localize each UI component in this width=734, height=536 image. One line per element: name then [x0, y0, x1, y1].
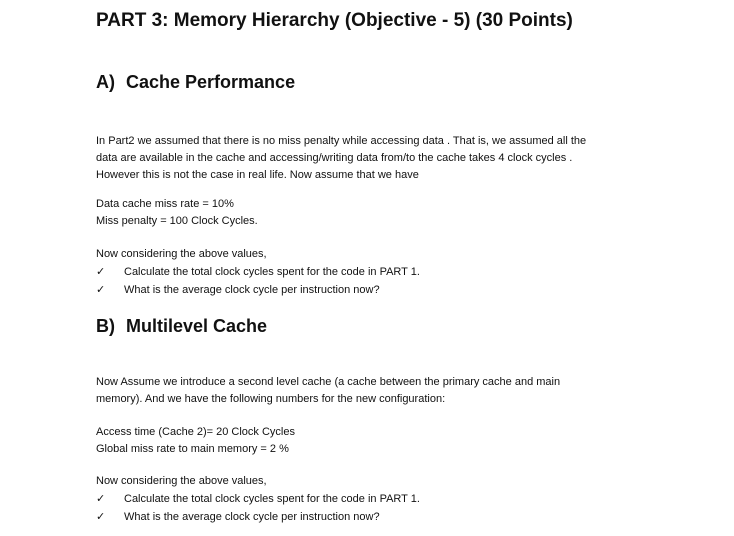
section-a-task-list	[96, 263, 420, 299]
section-b-task-list	[96, 490, 420, 526]
section-b-given-values	[96, 424, 656, 458]
check-icon: ✓	[96, 492, 106, 505]
section-a-given-line: Data cache miss rate = 10%	[96, 198, 234, 210]
section-a-intro-line: However this is not the case in real life. Now assume that we have	[96, 169, 419, 181]
section-b-given-line: Access time (Cache 2)= 20 Clock Cycles	[96, 426, 295, 438]
list-item	[96, 508, 420, 526]
check-icon: ✓	[96, 283, 106, 296]
check-icon: ✓	[96, 510, 106, 523]
task-text: What is the average clock cycle per instruction now?	[124, 284, 380, 296]
section-a-title: Cache Performance	[126, 72, 296, 92]
section-a-lead-in: Now considering the above values,	[96, 248, 267, 260]
section-b-lead-in: Now considering the above values,	[96, 475, 267, 487]
section-b-heading	[96, 316, 267, 337]
check-icon: ✓	[96, 265, 106, 278]
section-a-heading	[96, 72, 295, 93]
section-b-title: Multilevel Cache	[126, 316, 268, 336]
section-b-intro	[96, 374, 656, 408]
section-a-intro	[96, 133, 656, 184]
section-a-given-line: Miss penalty = 100 Clock Cycles.	[96, 215, 258, 227]
task-text: What is the average clock cycle per instruction now?	[124, 511, 380, 523]
section-a-given-values	[96, 196, 656, 230]
list-item	[96, 281, 420, 299]
task-text: Calculate the total clock cycles spent for the code in PART 1.	[124, 266, 420, 278]
section-b-intro-line: Now Assume we introduce a second level cache (a cache between the primary cache and main	[96, 376, 561, 388]
section-b-intro-line: memory). And we have the following numbers for the new configuration:	[96, 393, 446, 405]
section-a-letter: A)	[96, 72, 115, 92]
section-a-intro-line: In Part2 we assumed that there is no miss penalty while accessing data . That is, we assumed all the	[96, 135, 587, 147]
page-title: PART 3: Memory Hierarchy (Objective - 5) (30 Points)	[96, 10, 573, 31]
section-a-intro-line: data are available in the cache and accessing/writing data from/to the cache takes 4 clock cycles .	[96, 152, 573, 164]
section-b-letter: B)	[96, 316, 115, 336]
list-item	[96, 263, 420, 281]
task-text: Calculate the total clock cycles spent for the code in PART 1.	[124, 493, 420, 505]
section-b-given-line: Global miss rate to main memory = 2 %	[96, 443, 289, 455]
list-item	[96, 490, 420, 508]
